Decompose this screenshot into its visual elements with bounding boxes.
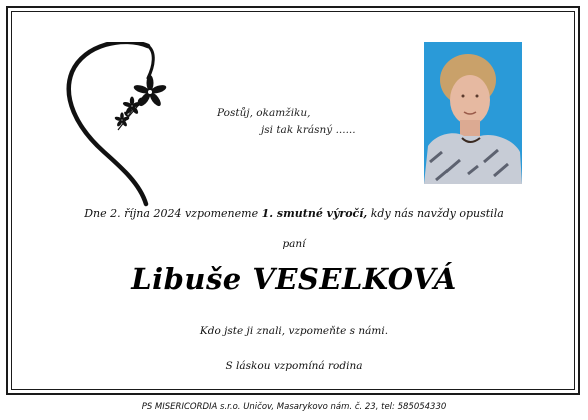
- deceased-name: Libuše VESELKOVÁ: [131, 262, 457, 296]
- portrait-photo: [424, 42, 522, 184]
- title-word: paní: [282, 238, 306, 250]
- announcement-after: kdy nás navždy opustila: [367, 207, 504, 220]
- quote-line-2: jsi tak krásný ......: [261, 124, 356, 136]
- announcement-bold: 1. smutné výročí,: [261, 207, 368, 220]
- announcement-before: Dne 2. října 2024 vzpomeneme: [84, 207, 262, 220]
- family-line: S láskou vzpomíná rodina: [225, 360, 363, 372]
- footer-funeral-service: PS MISERICORDIA s.r.o. Uničov, Masarykovo nám. č. 23, tel: 585054330: [141, 402, 447, 412]
- memorial-quote: [217, 105, 377, 139]
- quote-line-1: Postůj, okamžiku,: [217, 107, 311, 119]
- remembrance-line: Kdo jste ji znali, vzpomeňte s námi.: [199, 325, 389, 337]
- anniversary-announcement: [0, 207, 588, 220]
- heart-ornament-icon: [64, 42, 174, 207]
